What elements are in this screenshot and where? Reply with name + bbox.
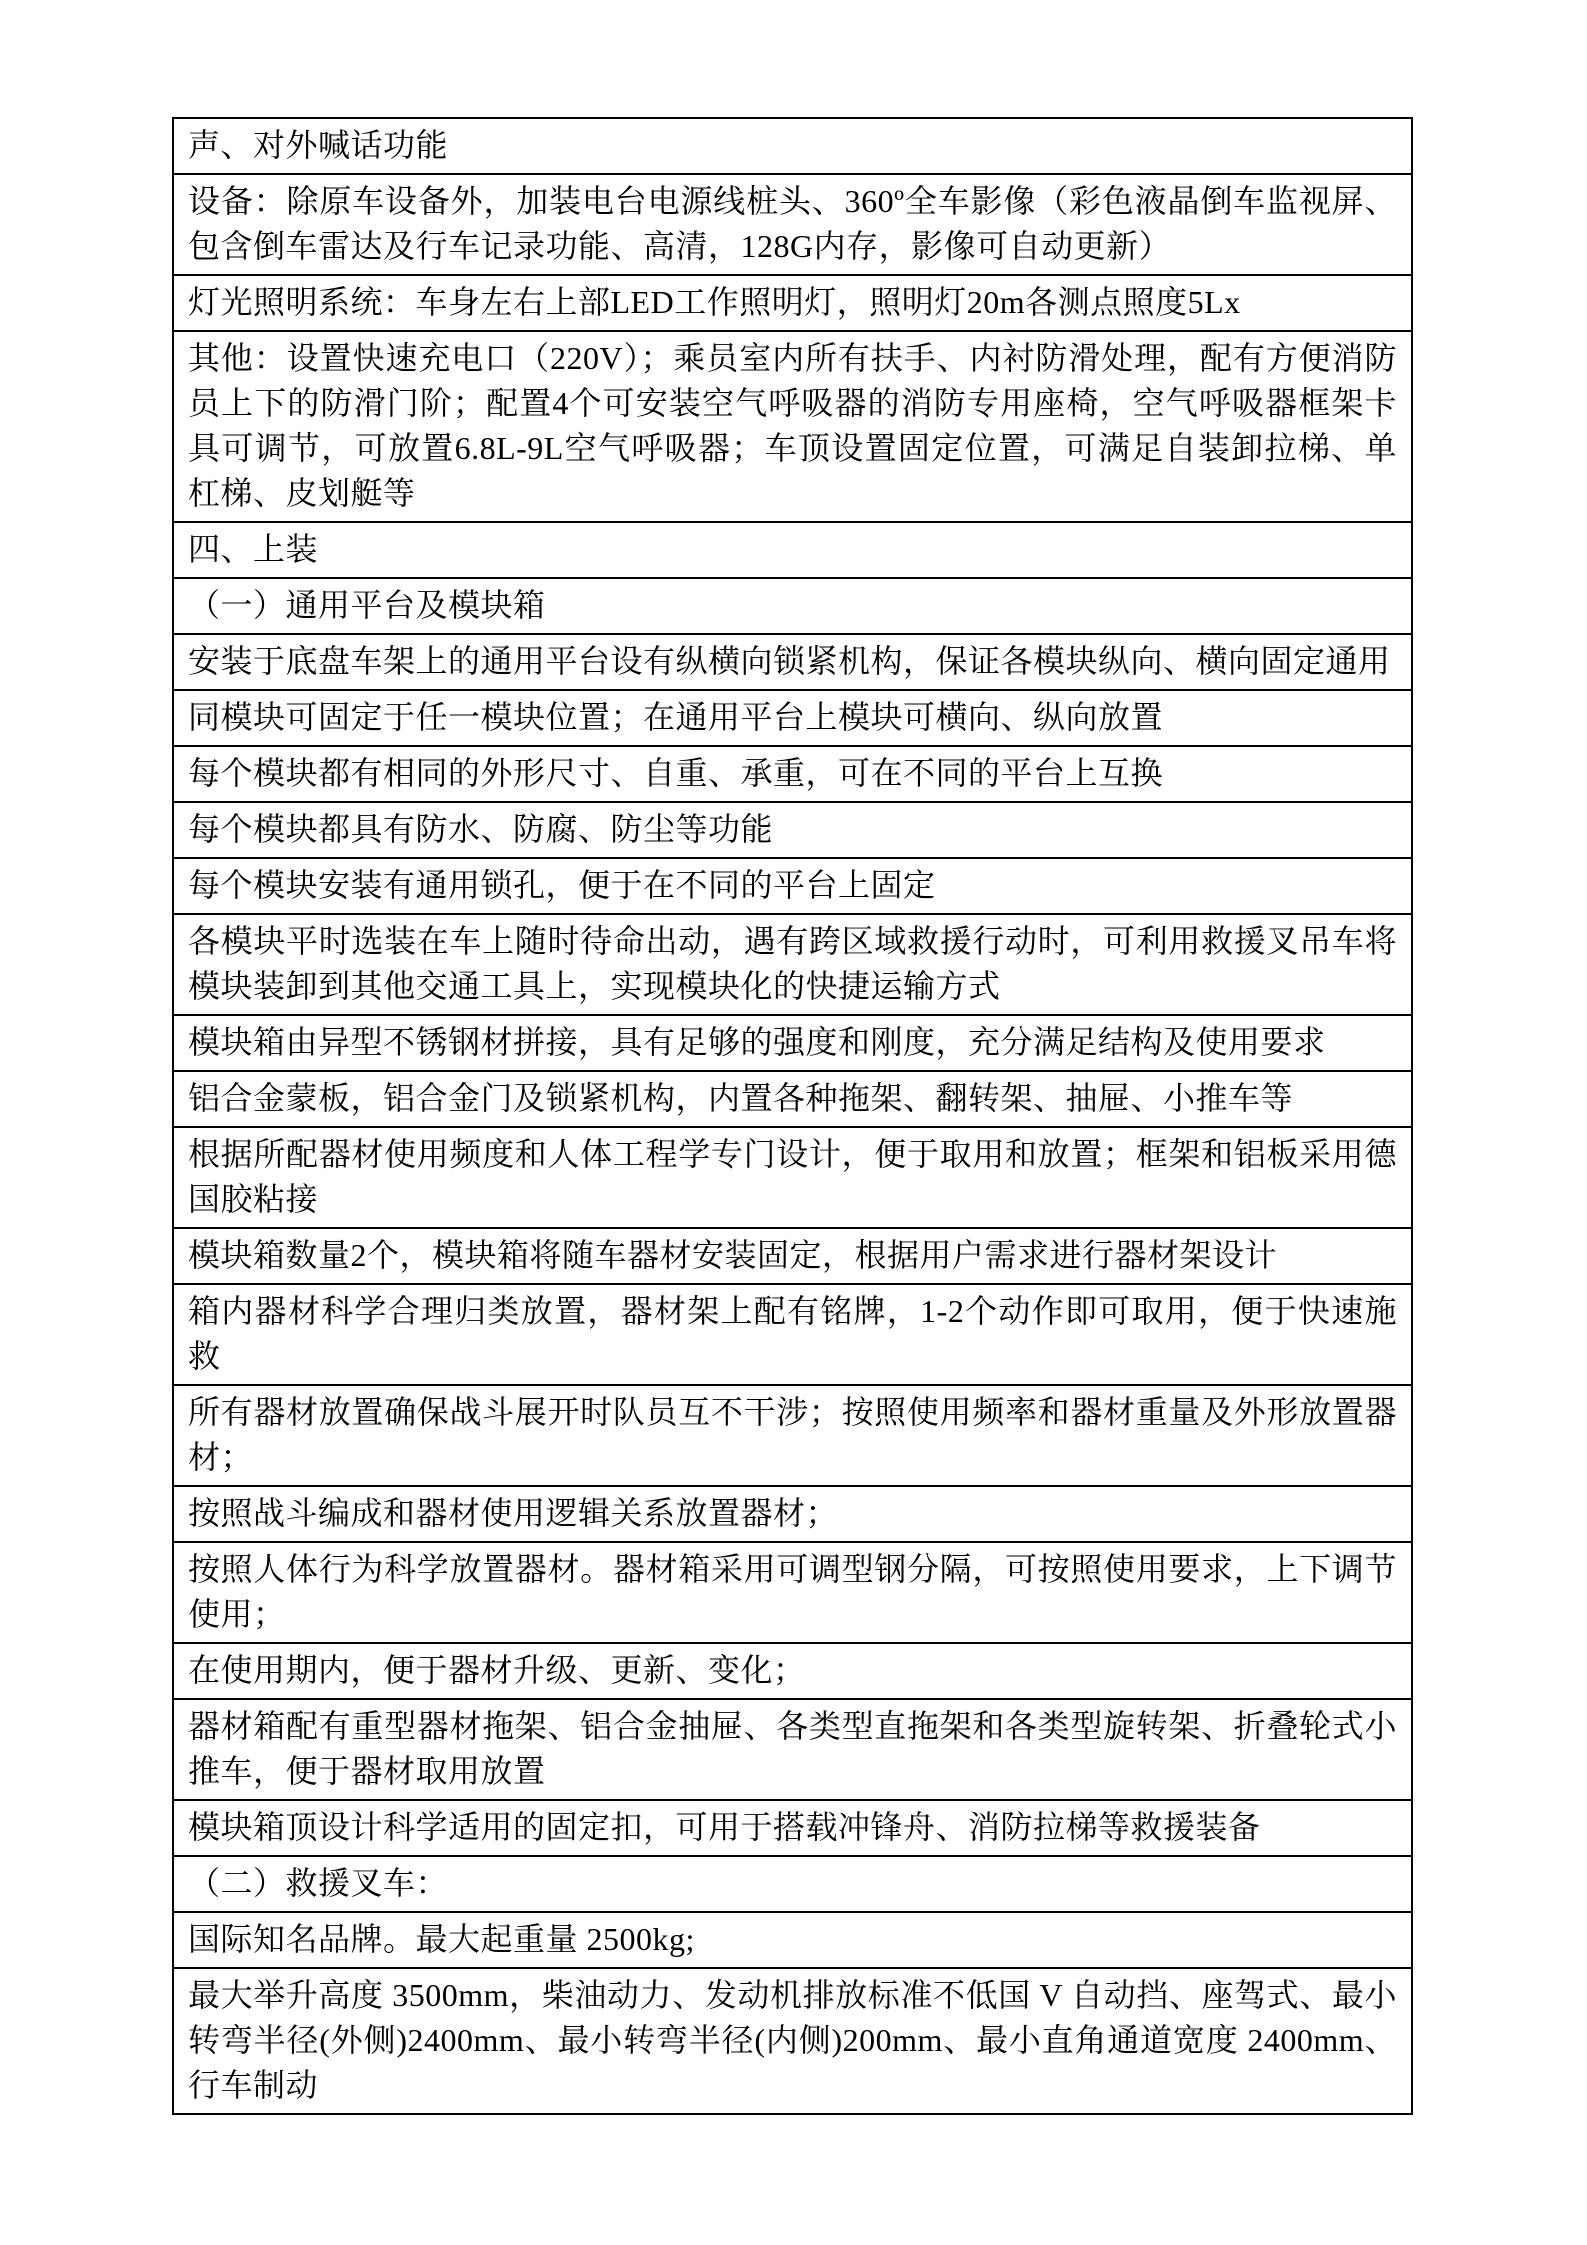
- row-text: 四、上装: [188, 531, 319, 567]
- table-row: [174, 276, 1411, 332]
- row-text: 同模块可固定于任一模块位置；在通用平台上模块可横向、纵向放置: [188, 699, 1164, 735]
- row-text: （二）救援叉车：: [188, 1865, 449, 1901]
- row-text: 每个模块都有相同的外形尺寸、自重、承重，可在不同的平台上互换: [188, 755, 1164, 791]
- table-row: [174, 1285, 1411, 1386]
- row-text: 最大举升高度 3500mm，柴油动力、发动机排放标准不低国 V 自动挡、座驾式、最小转弯半径(外侧)2400mm、最小转弯半径(内侧)200mm、最小直角通道宽度 2400mm、行车制动: [188, 1977, 1397, 2103]
- table-row: [174, 1487, 1411, 1543]
- table-row: [174, 119, 1411, 175]
- table-row: [174, 747, 1411, 803]
- table-row: [174, 635, 1411, 691]
- row-text: 箱内器材科学合理归类放置，器材架上配有铭牌，1-2个动作即可取用，便于快速施救: [188, 1293, 1397, 1374]
- row-text: 每个模块都具有防水、防腐、防尘等功能: [188, 811, 774, 847]
- row-text: （一）通用平台及模块箱: [188, 587, 546, 623]
- table-row: [174, 579, 1411, 635]
- table-row: [174, 1386, 1411, 1487]
- table-row: [174, 1128, 1411, 1229]
- table-row: [174, 1072, 1411, 1128]
- row-text: 模块箱顶设计科学适用的固定扣，可用于搭载冲锋舟、消防拉梯等救援装备: [188, 1809, 1261, 1845]
- table-row: [174, 1644, 1411, 1700]
- table-row: [174, 1543, 1411, 1644]
- row-text: 铝合金蒙板，铝合金门及锁紧机构，内置各种拖架、翻转架、抽屉、小推车等: [188, 1080, 1294, 1116]
- table-row: [174, 1801, 1411, 1857]
- table-row: [174, 859, 1411, 915]
- table-row: [174, 332, 1411, 523]
- table-row: [174, 691, 1411, 747]
- row-text: 根据所配器材使用频度和人体工程学专门设计，便于取用和放置；框架和铝板采用德国胶粘接: [188, 1136, 1397, 1217]
- table-row: [174, 1857, 1411, 1913]
- table-row: [174, 1016, 1411, 1072]
- specification-table: [172, 117, 1413, 2115]
- table-row: [174, 803, 1411, 859]
- row-text: 按照人体行为科学放置器材。器材箱采用可调型钢分隔，可按照使用要求，上下调节使用；: [188, 1551, 1397, 1632]
- row-text: 其他：设置快速充电口（220V）；乘员室内所有扶手、内衬防滑处理，配有方便消防员上下的防滑门阶；配置4个可安装空气呼吸器的消防专用座椅，空气呼吸器框架卡具可调节，可放置6.8L-9L空气呼吸器；车顶设置固定位置，可满足自装卸拉梯、单杠梯、皮划艇等: [188, 340, 1397, 511]
- table-row: [174, 915, 1411, 1016]
- table-row: [174, 523, 1411, 579]
- row-text: 器材箱配有重型器材拖架、铝合金抽屉、各类型直拖架和各类型旋转架、折叠轮式小推车，便于器材取用放置: [188, 1708, 1397, 1789]
- row-text: 安装于底盘车架上的通用平台设有纵横向锁紧机构，保证各模块纵向、横向固定通用: [188, 643, 1391, 679]
- table-row: [174, 1700, 1411, 1801]
- row-text: 灯光照明系统：车身左右上部LED工作照明灯，照明灯20m各测点照度5Lx: [188, 284, 1241, 320]
- row-text: 模块箱数量2个，模块箱将随车器材安装固定，根据用户需求进行器材架设计: [188, 1237, 1278, 1273]
- table-row: [174, 1969, 1411, 2113]
- row-text: 所有器材放置确保战斗展开时队员互不干涉；按照使用频率和器材重量及外形放置器材；: [188, 1394, 1397, 1475]
- row-text: 国际知名品牌。最大起重量 2500kg;: [188, 1921, 695, 1957]
- row-text: 在使用期内，便于器材升级、更新、变化；: [188, 1652, 806, 1688]
- row-text: 各模块平时选装在车上随时待命出动，遇有跨区域救援行动时，可利用救援叉吊车将模块装卸到其他交通工具上，实现模块化的快捷运输方式: [188, 923, 1397, 1004]
- table-row: [174, 1229, 1411, 1285]
- table-row: [174, 1913, 1411, 1969]
- row-text: 模块箱由异型不锈钢材拼接，具有足够的强度和刚度，充分满足结构及使用要求: [188, 1024, 1326, 1060]
- row-text: 声、对外喊话功能: [188, 127, 449, 163]
- row-text: 设备：除原车设备外，加装电台电源线桩头、360º全车影像（彩色液晶倒车监视屏、包含倒车雷达及行车记录功能、高清，128G内存，影像可自动更新）: [188, 183, 1397, 264]
- table-row: [174, 175, 1411, 276]
- row-text: 每个模块安装有通用锁孔，便于在不同的平台上固定: [188, 867, 936, 903]
- row-text: 按照战斗编成和器材使用逻辑关系放置器材；: [188, 1495, 839, 1531]
